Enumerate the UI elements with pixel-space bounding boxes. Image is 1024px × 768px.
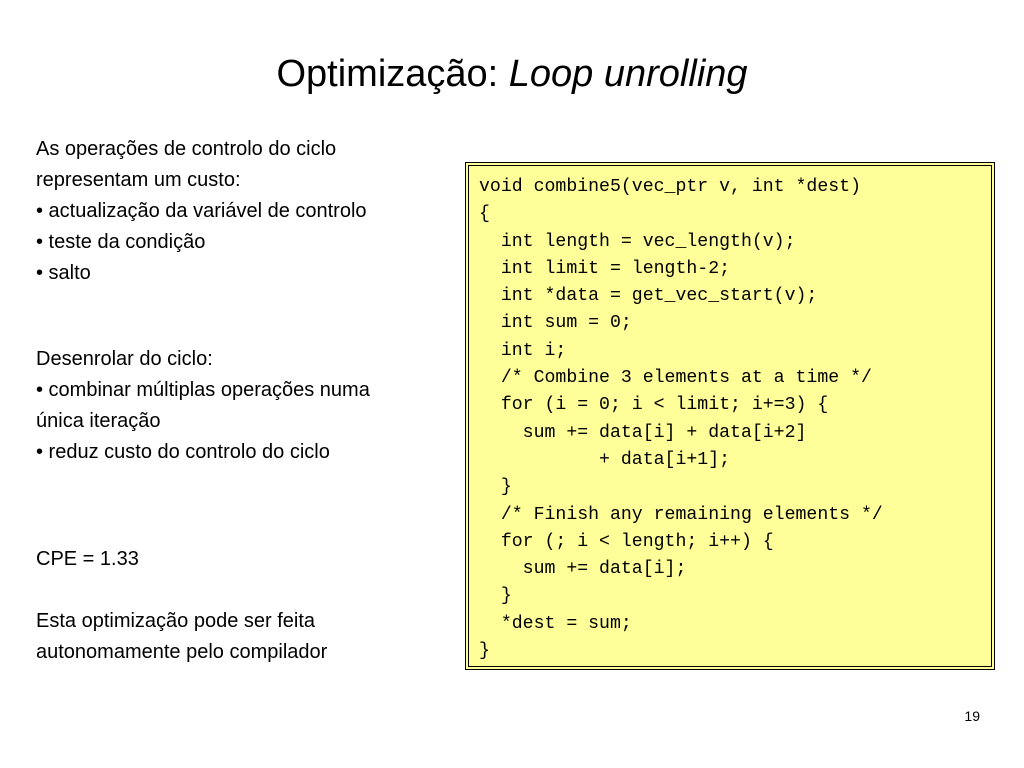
page-number: 19 xyxy=(964,708,980,724)
bullet-control-update: • actualização da variável de controlo xyxy=(36,200,367,222)
code-line: for (; i < length; i++) { xyxy=(479,531,774,552)
code-line: *dest = sum; xyxy=(479,613,632,634)
code-line: /* Combine 3 elements at a time */ xyxy=(479,368,872,389)
code-line: } xyxy=(479,641,490,662)
bullet-reduce-cost: • reduz custo do controlo do ciclo xyxy=(36,441,330,463)
code-line: int sum = 0; xyxy=(479,313,632,334)
bullet-combine-line-2: única iteração xyxy=(36,410,161,432)
code-line: int length = vec_length(v); xyxy=(479,231,796,252)
bullet-jump: • salto xyxy=(36,262,91,284)
code-line: + data[i+1]; xyxy=(479,449,731,470)
title-italic: Loop unrolling xyxy=(508,53,748,95)
code-box xyxy=(465,162,995,670)
cpe-value: CPE = 1.33 xyxy=(36,548,139,570)
code-line: } xyxy=(479,477,512,498)
code-line: sum += data[i] + data[i+2] xyxy=(479,422,807,443)
code-line: int *data = get_vec_start(v); xyxy=(479,286,818,307)
unroll-heading: Desenrolar do ciclo: xyxy=(36,348,213,370)
bullet-combine-line-1: • combinar múltiplas operações numa xyxy=(36,379,370,401)
code-line: void combine5(vec_ptr v, int *dest) xyxy=(479,177,861,197)
code-line: } xyxy=(479,586,512,607)
code-line: /* Finish any remaining elements */ xyxy=(479,504,883,525)
note-line-2: autonomamente pelo compilador xyxy=(36,641,328,663)
code-line: sum += data[i]; xyxy=(479,559,687,580)
slide-title xyxy=(0,50,1024,98)
code-line: for (i = 0; i < limit; i+=3) { xyxy=(479,395,829,416)
note-line-1: Esta optimização pode ser feita xyxy=(36,610,316,632)
code-line: int i; xyxy=(479,340,567,361)
code-line: { xyxy=(479,204,490,225)
left-text-column xyxy=(36,134,446,668)
intro-line-1: As operações de controlo do ciclo xyxy=(36,138,337,160)
bullet-condition-test: • teste da condição xyxy=(36,231,206,253)
code-line: int limit = length-2; xyxy=(479,258,731,279)
title-main: Optimização: xyxy=(276,53,509,95)
code-listing xyxy=(479,174,991,665)
intro-line-2: representam um custo: xyxy=(36,169,241,191)
